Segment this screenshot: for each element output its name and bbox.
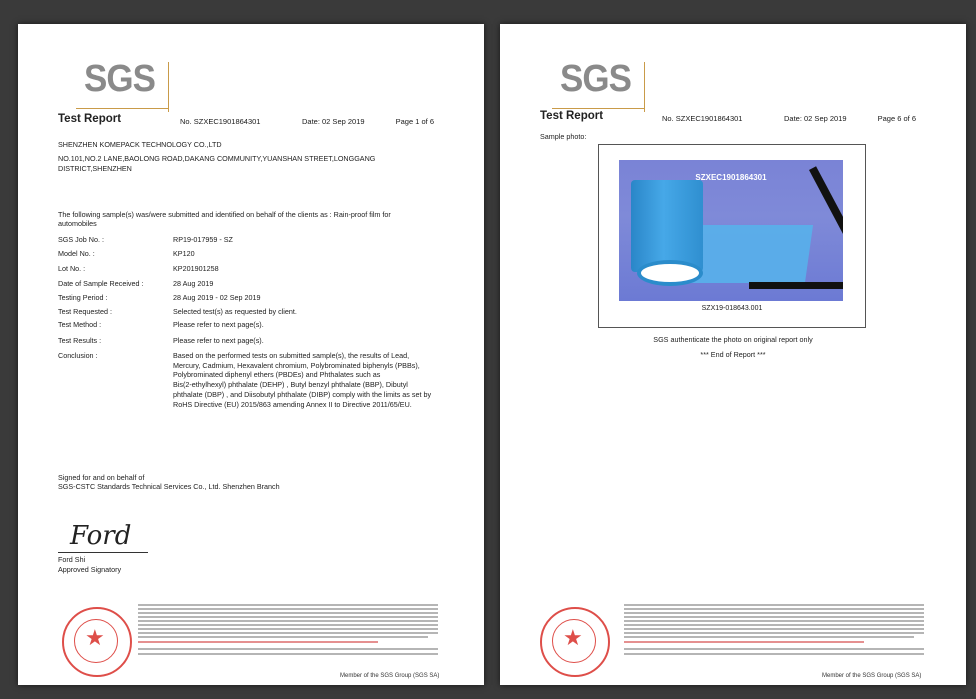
conclusion-line: Bis(2-ethylhexyl) phthalate (DEHP) , Butyl benzyl phthalate (BBP), Dibutyl [173,380,408,389]
logo-underline [76,108,168,109]
field-value: RP19-017959 - SZ [173,235,233,244]
page-number: Page 1 of 6 [395,117,434,126]
field-label: Date of Sample Received : [58,279,144,288]
field-label: Model No. : [58,249,95,258]
ruler [809,166,843,285]
sgs-logo-text: SGS [84,58,156,100]
end-of-report: *** End of Report *** [700,350,766,359]
report-header [58,113,434,130]
signatory-title: Approved Signatory [58,565,122,574]
signing-company: SGS-CSTC Standards Technical Services Co., Ltd. Shenzhen Branch [58,482,280,491]
sample-photo [619,160,843,301]
report-page-6 [500,24,966,685]
sgs-logo-text: SGS [560,58,632,100]
field-label: Conclusion : [58,351,98,360]
handwritten-signature: Ford [70,521,132,551]
field-value: Selected test(s) as requested by client. [173,307,297,316]
sgs-group-member: Member of the SGS Group (SGS SA) [340,673,440,679]
client-address-1: NO.101,NO.2 LANE,BAOLONG ROAD,DAKANG COMMUNITY,YUANSHAN STREET,LONGGANG [58,154,376,163]
field-value: 28 Aug 2019 - 02 Sep 2019 [173,293,261,302]
field-label: SGS Job No. : [58,235,104,244]
report-header [540,110,916,127]
report-page-1 [18,24,484,685]
logo-underline [552,108,644,109]
field-value: Please refer to next page(s). [173,320,264,329]
report-title: Test Report [58,113,122,125]
field-label: Test Results : [58,336,102,345]
report-date: Date: 02 Sep 2019 [302,117,365,126]
sample-photo-label: Sample photo: [540,132,587,141]
photo-caption: SZX19-018643.001 [701,305,763,312]
client-address-2: DISTRICT,SHENZHEN [58,164,132,173]
conclusion-line: RoHS Directive (EU) 2015/863 amending Annex II to Directive 2011/65/EU. [173,400,412,409]
authenticate-note: SGS authenticate the photo on original report only [653,335,813,344]
field-value: 28 Aug 2019 [173,279,214,288]
report-number: No. SZXEC1901864301 [180,117,261,126]
sample-photo-frame [598,144,866,328]
logo-side-line [644,62,645,112]
signature-line [58,552,148,553]
photo-report-number: SZXEC1901864301 [695,173,767,182]
conclusion-line: Polybrominated diphenyl ethers (PBDEs) and Phthalates such as [173,370,381,379]
official-seal-stamp [62,607,132,677]
report-date: Date: 02 Sep 2019 [784,114,847,123]
film-roll [631,180,703,272]
star-icon: ★ [563,625,583,650]
star-icon: ★ [85,625,105,650]
logo-side-line [168,62,169,112]
sgs-logo [76,50,172,114]
official-seal-stamp [540,607,610,677]
intro-line-1: The following sample(s) was/were submitted and identified on behalf of the clients as : Rain-proof film for [58,210,391,219]
field-label: Testing Period : [58,293,108,302]
sgs-logo [552,50,648,114]
field-label: Test Requested : [58,307,112,316]
conclusion-line: Mercury, Cadmium, Hexavalent chromium, Polybrominated biphenyls (PBBs), [173,361,420,370]
field-value: Please refer to next page(s). [173,336,264,345]
field-label: Lot No. : [58,264,86,273]
field-value: KP201901258 [173,264,219,273]
signatory-name: Ford Shi [58,555,86,564]
sgs-group-member: Member of the SGS Group (SGS SA) [822,673,922,679]
field-label: Test Method : [58,320,102,329]
field-value: Based on the performed tests on submitted sample(s), the results of Lead, [173,351,410,360]
page-number: Page 6 of 6 [877,114,916,123]
conclusion-line: phthalate (DBP) , and Diisobutyl phthalate (DIBP) comply with the limits as set by [173,390,432,399]
film-roll-core [637,260,703,286]
client-company: SHENZHEN KOMEPACK TECHNOLOGY CO.,LTD [58,140,222,149]
report-number: No. SZXEC1901864301 [662,114,743,123]
intro-line-2: automobiles [58,219,97,228]
field-value: KP120 [173,249,195,258]
ruler-base [749,282,843,289]
signed-on-behalf: Signed for and on behalf of [58,473,145,482]
report-title: Test Report [540,110,604,122]
